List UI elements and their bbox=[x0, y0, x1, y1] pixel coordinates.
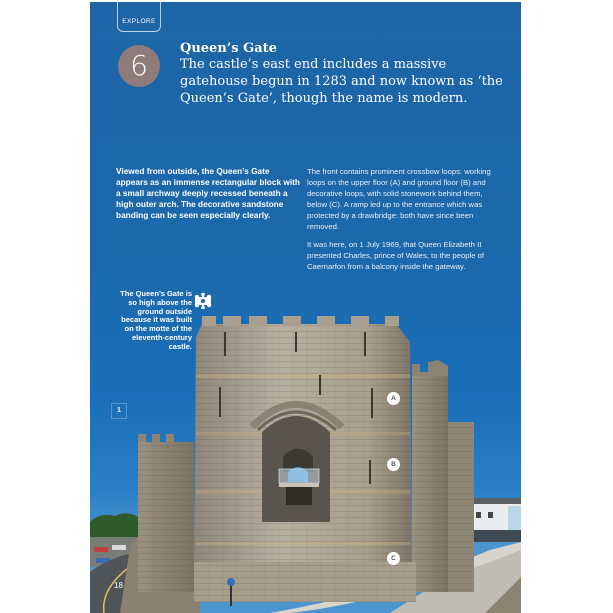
cadw-cross-icon bbox=[194, 292, 212, 310]
brochure-page bbox=[90, 2, 521, 613]
body-paragraph: It was here, on 1 July 1969, that Queen Elizabeth II presented Charles, prince of Wales, to the people of Caernarfon from a balcony inside the gateway. bbox=[307, 240, 485, 271]
marker-a: A bbox=[387, 392, 400, 405]
figure-number: 1 bbox=[111, 403, 127, 419]
photo-caption: The Queen’s Gate is so high above the ground outside because it was built on the motte of the eleventh-century castle. bbox=[120, 289, 192, 351]
marker-b: B bbox=[387, 458, 400, 471]
body-column bbox=[307, 166, 497, 279]
stop-title: Queen’s Gate bbox=[180, 41, 277, 56]
stop-subtitle: The castle’s east end includes a massive gatehouse begun in 1283 and now known as ‘the Queen’s Gate’, though the name is modern. bbox=[180, 57, 503, 106]
intro-paragraph: Viewed from outside, the Queen’s Gate appears as an immense rectangular block with a small archway deeply recessed beneath a high outer arch. The decorative sandstone banding can be seen especially clearly. bbox=[116, 166, 300, 220]
section-tab bbox=[117, 2, 161, 32]
section-tab-label: EXPLORE bbox=[122, 18, 156, 25]
body-paragraph: The front contains prominent crossbow loops: working loops on the upper floor (A) and ground floor (B) and decorative loops, with solid stonework behind them, below (C). A ramp led up to the entrance which was protected by a drawbridge: both have since been removed. bbox=[307, 167, 491, 231]
stop-number-badge: 6 bbox=[118, 45, 160, 87]
page-number: 18 bbox=[114, 581, 123, 590]
marker-c: C bbox=[387, 552, 400, 565]
